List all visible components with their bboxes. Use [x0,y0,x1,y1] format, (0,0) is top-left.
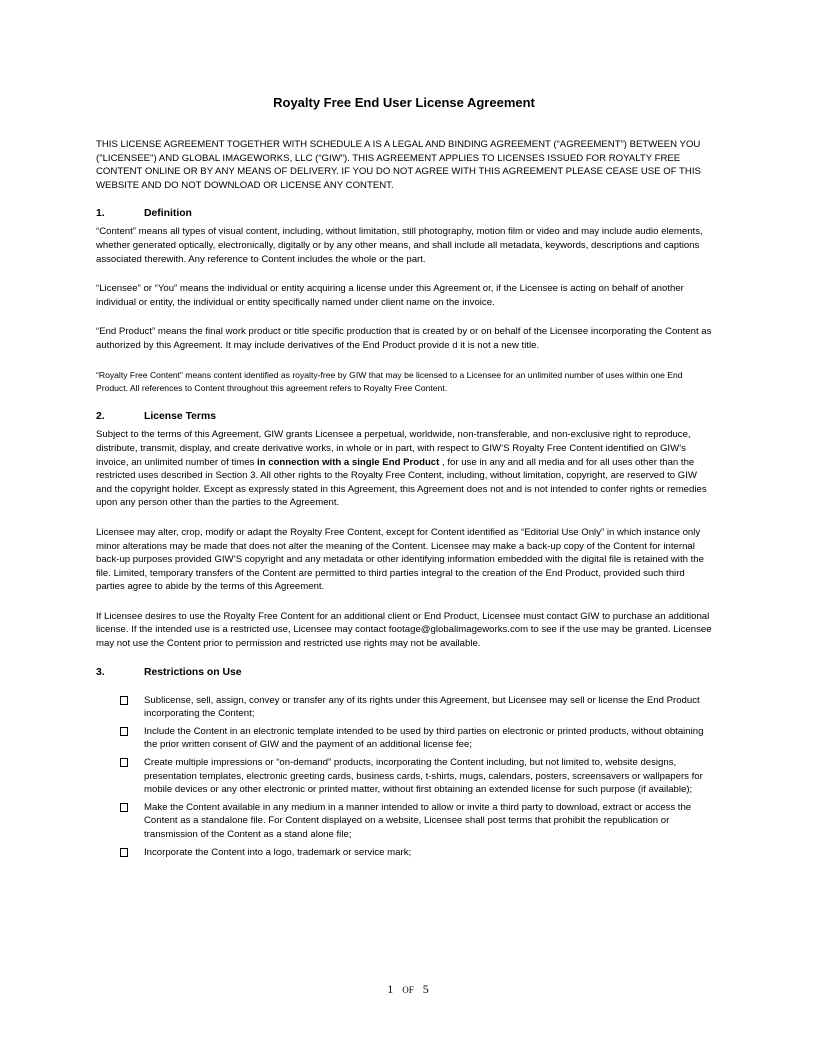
definition-end-product: “End Product” means the final work product or title specific production that is created by or on behalf of the Licensee incorporating the Content as authorized by this Agreement. It may include derivatives of the End Product provide d it is not a new title. [96,326,712,351]
license-grant-text-a: Subject to the terms of this Agreement, GIW grants Licensee a perpetual, worldwide, non-transferable, and non-exclusive right to reproduce, distribute, transmit, display, and create derivative works, in whole or in part, with respect to GIW’S Royalty Free Content identified on GIW’s invoice, an unlimited number of times [96,429,691,468]
definition-royalty-free-content: “Royalty Free Content” means content identified as royalty-free by GIW that may be licensed to a Licensee for an unlimited number of uses within one End Product. All references to Content throughout this agreement refers to Royalty Free Content. [96,369,683,393]
section-number: 3. [96,666,105,678]
list-item [96,756,712,797]
document-title: Royalty Free End User License Agreement [273,95,535,110]
list-item-text: Create multiple impressions or “on-demand” products, incorporating the Content including, but not limited to, website designs, presentation templates, electronic greeting cards, business cards, t-shirts, mugs, calendars, posters, screensavers or wallpapers for mobile devices or any other electronic or printed matter, without first obtaining an extended license for such purpose (if available); [144,757,703,796]
page-of-label: OF [402,985,414,995]
definition-content: “Content” means all types of visual content, including, without limitation, still photography, motion film or video and may include audio elements, whether generated optically, electronically, digitally or by any other means, and shall include all metadata, keywords, descriptions and captions associated therewith. Any reference to Content includes the whole or the part. [96,226,703,265]
license-grant-text-b: , for use in any and all media and for all uses other than the restricted uses described in Section 3. All other rights to the Royalty Free Content, including, without limitation, copyright, are reserved to GIW and the copyright holder. Except as expressly stated in this Agreement, this Agreement does not and is not intended to confer rights or remedies upon any person other than the parties to the Agreement. [96,456,707,509]
list-item-text: Incorporate the Content into a logo, trademark or service mark; [144,846,412,858]
section-heading-definition [96,208,712,219]
bullet-box-icon [120,758,128,767]
list-item [96,694,712,721]
document-page [96,95,712,863]
license-grant-paragraph [96,428,712,510]
bullet-box-icon [120,803,128,812]
list-item [96,846,712,860]
bullet-box-icon [120,696,128,705]
section-title: Restrictions on Use [144,666,242,678]
section-number: 1. [96,208,105,220]
section-heading-license-terms [96,411,712,422]
page-number: 1 [387,982,394,996]
list-item [96,725,712,752]
definition-licensee: “Licensee” or “You” means the individual or entity acquiring a license under this Agreement or, if the Licensee is acting on behalf of another individual or entity, the individual or entity specifically named under client name on the invoice. [96,283,684,308]
bullet-box-icon [120,848,128,857]
list-item-text: Include the Content in an electronic template intended to be used by third parties on electronic or printed products, without obtaining the prior written consent of GIW and the payment of an additional license fee; [144,725,704,751]
intro-paragraph: THIS LICENSE AGREEMENT TOGETHER WITH SCHEDULE A IS A LEGAL AND BINDING AGREEMENT (“AGREEMENT”) BETWEEN YOU ("LICENSEE") AND GLOBAL IMAGEWORKS, LLC (“GIW”). THIS AGREEMENT APPLIES TO LICENSES ISSUED FOR ROYALTY FREE CONTENT ONLINE OR BY ANY MEANS OF DELIVERY. IF YOU DO NOT AGREE WITH THIS AGREEMENT PLEASE CEASE USE OF THIS WEBSITE AND DO NOT DOWNLOAD OR LICENSE ANY CONTENT. [96,139,701,191]
section-title: License Terms [144,411,216,423]
section-title: Definition [144,208,192,220]
section-number: 2. [96,411,105,423]
section-heading-restrictions [96,667,712,678]
license-modification-paragraph: Licensee may alter, crop, modify or adapt the Royalty Free Content, except for Content identified as “Editorial Use Only” in which instance only minor alterations may be made that does not alter the meaning of the Content. Licensee may make a back-up copy of the Content for internal back-up purposes provided GIW’S copyright and any metadata or other identifying information embedded with the digital file is retained with the file. Limited, temporary transfers of the Content are permitted to third parties integral to the creation of the End Product, provided such third parties agree to abide by the terms of this Agreement. [96,526,704,593]
bullet-box-icon [120,727,128,736]
page-total: 5 [422,982,429,996]
list-item-text: Sublicense, sell, assign, convey or transfer any of its rights under this Agreement, but Licensee may sell or license the End Product incorporating the Content; [144,694,700,720]
page-footer [0,982,816,997]
restrictions-list [96,694,712,860]
license-additional-paragraph: If Licensee desires to use the Royalty Free Content for an additional client or End Product, Licensee must contact GIW to purchase an additional license. If the intended use is a restricted use, Licensee may contact footage@globalimageworks.com to see if the use may be granted. Licensee may not use the Content prior to permission and restricted use rights may not be available. [96,610,712,650]
list-item [96,801,712,842]
license-grant-emphasis: in connection with a single End Product [257,456,440,468]
list-item-text: Make the Content available in any medium in a manner intended to allow or invite a third party to download, extract or access the Content as a standalone file. For Content displayed on a website, Licensee shall post terms that prohibit the republication or transmission of the Content as a stand alone file; [144,801,692,840]
